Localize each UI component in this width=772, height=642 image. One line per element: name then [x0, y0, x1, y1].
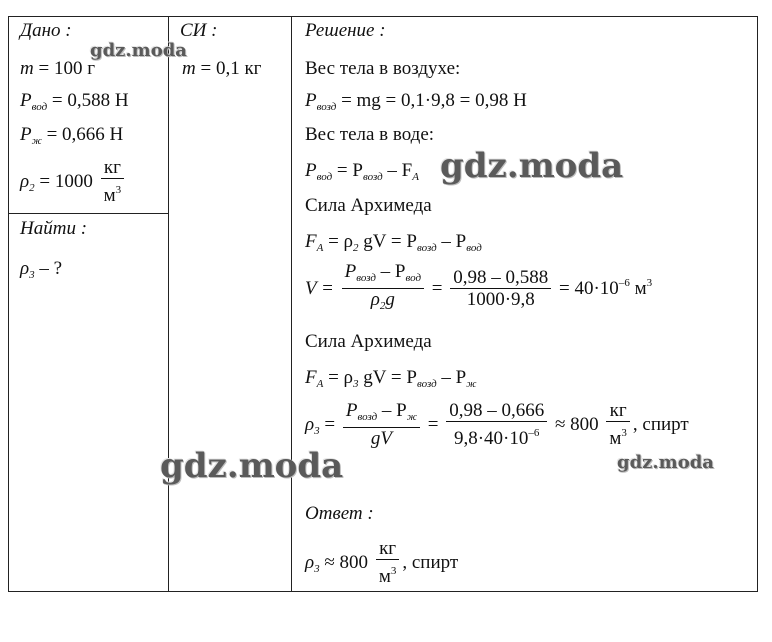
given-weight-water: $P_{вод} = 0,588$ Н: [20, 90, 129, 113]
table-right-border: [757, 16, 758, 592]
solution-header: Решение :: [305, 20, 386, 41]
solution-archimedes-label-1: Сила Архимеда: [305, 195, 432, 216]
solution-line-weight-air-label: Вес тела в воздухе:: [305, 58, 461, 79]
si-mass: m = 0,1 кг: [182, 58, 262, 79]
table-left-border: [8, 16, 9, 592]
solution-line-weight-water: $P_{вод} = P_{возд} - F_A$: [305, 160, 419, 183]
table-bottom-border: [8, 591, 758, 592]
watermark-small-top: gdz.moda: [90, 40, 187, 61]
find-header: Найти :: [20, 218, 88, 239]
watermark-small-right: gdz.moda: [617, 452, 714, 473]
solution-archimedes-force-2: $F_A = \rho_3$ gV = $P_{возд} - P_ж$: [305, 367, 477, 390]
density-result-unit: $\frac{кг}{м^3}$: [606, 401, 630, 450]
answer-header: Ответ :: [305, 503, 374, 524]
density-unit-fraction: $\frac{кг}{м^3}$: [101, 158, 125, 207]
column-divider-2: [291, 16, 292, 592]
given-header: Дано :: [20, 20, 72, 41]
volume-symbolic-fraction: $\frac{P_{возд} - P_{вод}}{\rho_2g}$: [342, 262, 424, 317]
solution-line-weight-air: $P_{возд}$ = mg = 0,1·9,8 = 0,98 Н: [305, 90, 527, 113]
solution-archimedes-force-1: $F_A = \rho_2$ gV = $P_{возд} - P_{вод}$: [305, 231, 482, 254]
answer-unit-fraction: $\frac{кг}{м^3}$: [376, 539, 400, 588]
table-top-border: [8, 16, 758, 17]
given-weight-liquid: $P_ж = 0,666$ Н: [20, 124, 124, 147]
solution-volume-formula: V = $\frac{P_{возд} - P_{вод}}{\rho_2g}$ = $\frac{0,98 - 0,588}{1000\cdot 9,8}$ = $40\cdot 10^{-6}$ $м^3$: [305, 262, 652, 317]
watermark-large-right: gdz.moda: [440, 146, 624, 186]
column-divider-1: [168, 16, 169, 592]
density-numeric-fraction: $\frac{0,98 - 0,666}{9,8\cdot 40\cdot 10^{-6}}$: [446, 401, 547, 450]
density-symbolic-fraction: $\frac{P_{возд} - P_ж}{gV}$: [343, 401, 420, 450]
solution-density-formula: $\rho_3$ = $\frac{P_{возд} - P_ж}{gV}$ = $\frac{0,98 - 0,666}{9,8\cdot 40\cdot 10^{-6}}$ ≈ 800 $\frac{кг}{м^3}$ , спирт: [305, 400, 689, 449]
si-header: СИ :: [180, 20, 218, 41]
given-density-water: $\rho_2 = 1000$ $\frac{кг}{м^3}$: [20, 158, 127, 207]
given-find-divider: [8, 213, 168, 214]
watermark-large-left: gdz.moda: [160, 446, 344, 486]
solution-archimedes-label-2: Сила Архимеда: [305, 331, 432, 352]
volume-numeric-fraction: $\frac{0,98 - 0,588}{1000\cdot 9,8}$: [450, 268, 551, 311]
find-target: $\rho_3$ – ?: [20, 258, 63, 281]
answer-value: $\rho_3 \approx 800$ $\frac{кг}{м^3}$ , спирт: [305, 538, 459, 587]
given-mass: m = 100 г: [20, 58, 95, 79]
solution-line-weight-water-label: Вес тела в воде:: [305, 124, 435, 145]
